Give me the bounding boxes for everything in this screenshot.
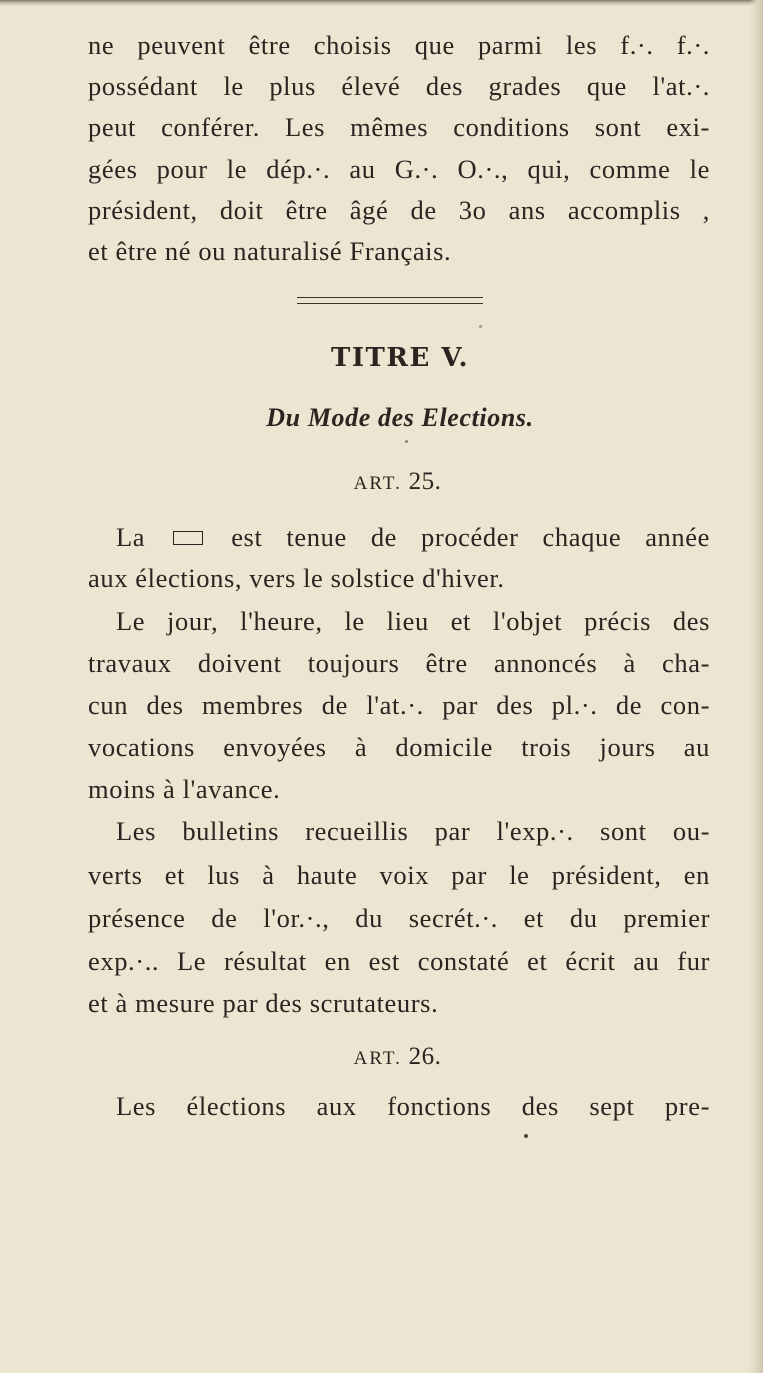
text-line: président, doit être âgé de 3o ans accomplis , bbox=[88, 195, 710, 225]
article-heading-26 bbox=[0, 1043, 763, 1071]
text-line bbox=[116, 524, 710, 551]
section-subtitle: Du Mode des Elections. bbox=[266, 403, 534, 432]
page-top-shadow bbox=[0, 0, 763, 6]
ink-speck bbox=[479, 325, 482, 328]
text-line: verts et lus à haute voix par le président, en bbox=[88, 860, 710, 890]
text-line: travaux doivent toujours être annoncés à cha- bbox=[88, 648, 710, 678]
text-line: et à mesure par des scrutateurs. bbox=[88, 988, 439, 1018]
text-line: gées pour le dép.·. au G.·. O.·., qui, comme le bbox=[88, 154, 710, 184]
text-line: présence de l'or.·., du secrét.·. et du premier bbox=[88, 903, 710, 933]
text-line: ne peuvent être choisis que parmi les f.·. f.·. bbox=[88, 30, 710, 60]
article-label: ART. bbox=[353, 473, 402, 494]
text-line: Les bulletins recueillis par l'exp.·. sont ou- bbox=[116, 816, 710, 846]
text-line: et être né ou naturalisé Français. bbox=[88, 236, 452, 266]
ink-speck bbox=[405, 440, 408, 443]
text-line: possédant le plus élevé des grades que l'at.·. bbox=[88, 71, 710, 101]
article-number: 25. bbox=[408, 468, 442, 495]
ink-speck bbox=[524, 1134, 528, 1138]
text-line: cun des membres de l'at.·. par des pl.·. de con- bbox=[88, 690, 710, 720]
page-right-edge bbox=[749, 0, 763, 1373]
text-line: moins à l'avance. bbox=[88, 774, 281, 804]
section-divider-rule bbox=[297, 297, 483, 304]
article-number: 26. bbox=[408, 1043, 442, 1070]
section-title: TITRE V. bbox=[330, 343, 469, 373]
text-line: Le jour, l'heure, le lieu et l'objet précis des bbox=[116, 606, 710, 636]
text-line: peut conférer. Les mêmes conditions sont exi- bbox=[88, 112, 710, 142]
article-label: ART. bbox=[353, 1048, 402, 1069]
lodge-rectangle-icon bbox=[173, 531, 203, 545]
text-line: aux élections, vers le solstice d'hiver. bbox=[88, 563, 505, 593]
text-fragment: est tenue de procéder chaque année bbox=[231, 522, 710, 552]
article-heading-25 bbox=[0, 468, 763, 496]
text-line: exp.·.. Le résultat en est constaté et écrit au fur bbox=[88, 946, 710, 976]
text-line: Les élections aux fonctions des sept pre- bbox=[116, 1091, 710, 1121]
text-line: vocations envoyées à domicile trois jours au bbox=[88, 732, 710, 762]
text-fragment: La bbox=[116, 522, 146, 552]
